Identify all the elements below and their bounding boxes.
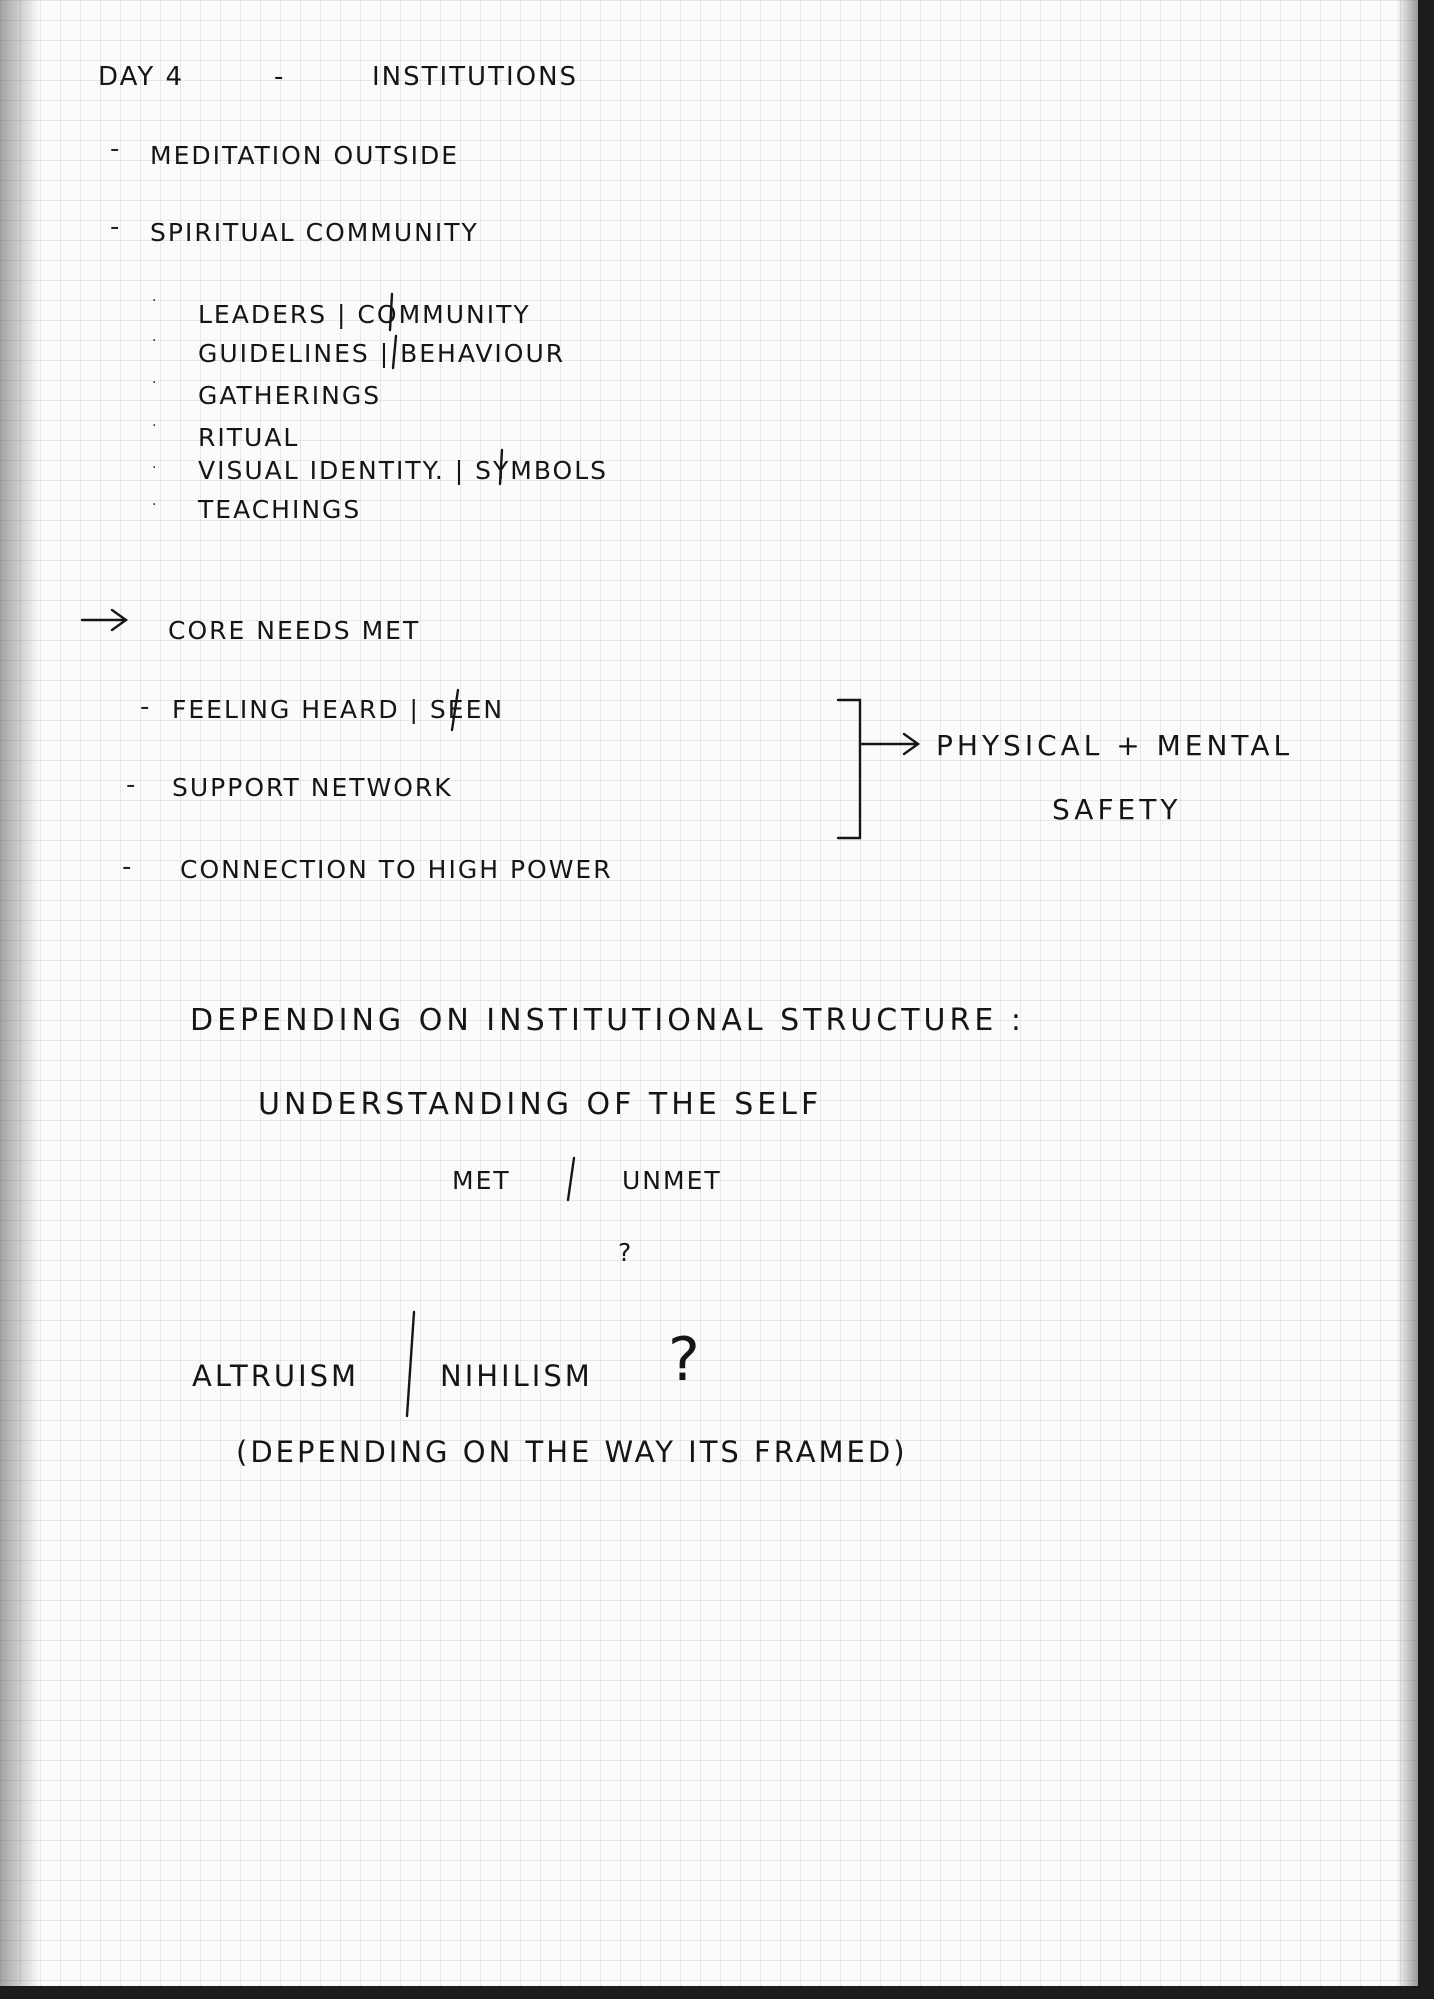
bracket-stroke [838, 700, 860, 838]
separator-stroke [568, 1158, 574, 1200]
bullet-meditation: MEDITATION OUTSIDE [150, 141, 459, 170]
bullet-dash: - [110, 212, 120, 242]
separator-stroke [390, 294, 392, 330]
list-item: GUIDELINES | BEHAVIOUR [198, 339, 566, 368]
day-label: DAY 4 [98, 62, 185, 92]
separator-stroke [393, 336, 396, 368]
bullet-dash: - [126, 770, 136, 800]
header-dash: - [274, 62, 286, 92]
list-dot: · [152, 497, 157, 513]
list-dot: · [152, 333, 157, 349]
core-need-item: FEELING HEARD | SEEN [172, 695, 505, 724]
unmet-label: UNMET [622, 1166, 722, 1195]
page-title: INSTITUTIONS [372, 62, 579, 92]
bullet-dash: - [110, 134, 120, 164]
list-dot: · [152, 375, 157, 391]
list-item: VISUAL IDENTITY. | SYMBOLS [198, 456, 609, 485]
structure-line: DEPENDING ON INSTITUTIONAL STRUCTURE : [190, 1003, 1025, 1038]
safety-result-line2: SAFETY [1052, 793, 1182, 826]
bullet-dash: - [122, 852, 132, 882]
core-need-item: SUPPORT NETWORK [172, 773, 453, 802]
bullet-dash: - [140, 692, 150, 722]
framing-note: (DEPENDING ON THE WAY ITS FRAMED) [236, 1435, 908, 1469]
nihilism-label: NIHILISM [440, 1359, 593, 1393]
list-dot: · [152, 418, 157, 434]
question-mark: ? [618, 1238, 634, 1267]
list-item: GATHERINGS [198, 381, 382, 410]
met-label: MET [452, 1166, 511, 1195]
altruism-label: ALTRUISM [192, 1359, 360, 1393]
separator-stroke [407, 1312, 414, 1416]
question-mark-large: ? [668, 1325, 702, 1395]
bullet-spiritual-community: SPIRITUAL COMMUNITY [150, 218, 479, 247]
separator-stroke [452, 690, 458, 730]
list-item: RITUAL [198, 423, 300, 452]
safety-result-line1: PHYSICAL + MENTAL [936, 729, 1294, 762]
separator-stroke [500, 450, 502, 484]
list-dot: · [152, 293, 157, 309]
understanding-line: UNDERSTANDING OF THE SELF [258, 1087, 823, 1122]
list-dot: · [152, 460, 157, 476]
list-item: TEACHINGS [198, 495, 362, 524]
core-need-item: CONNECTION TO HIGH POWER [180, 855, 613, 884]
core-needs-heading: CORE NEEDS MET [168, 616, 421, 645]
list-item: LEADERS | COMMUNITY [198, 300, 531, 329]
